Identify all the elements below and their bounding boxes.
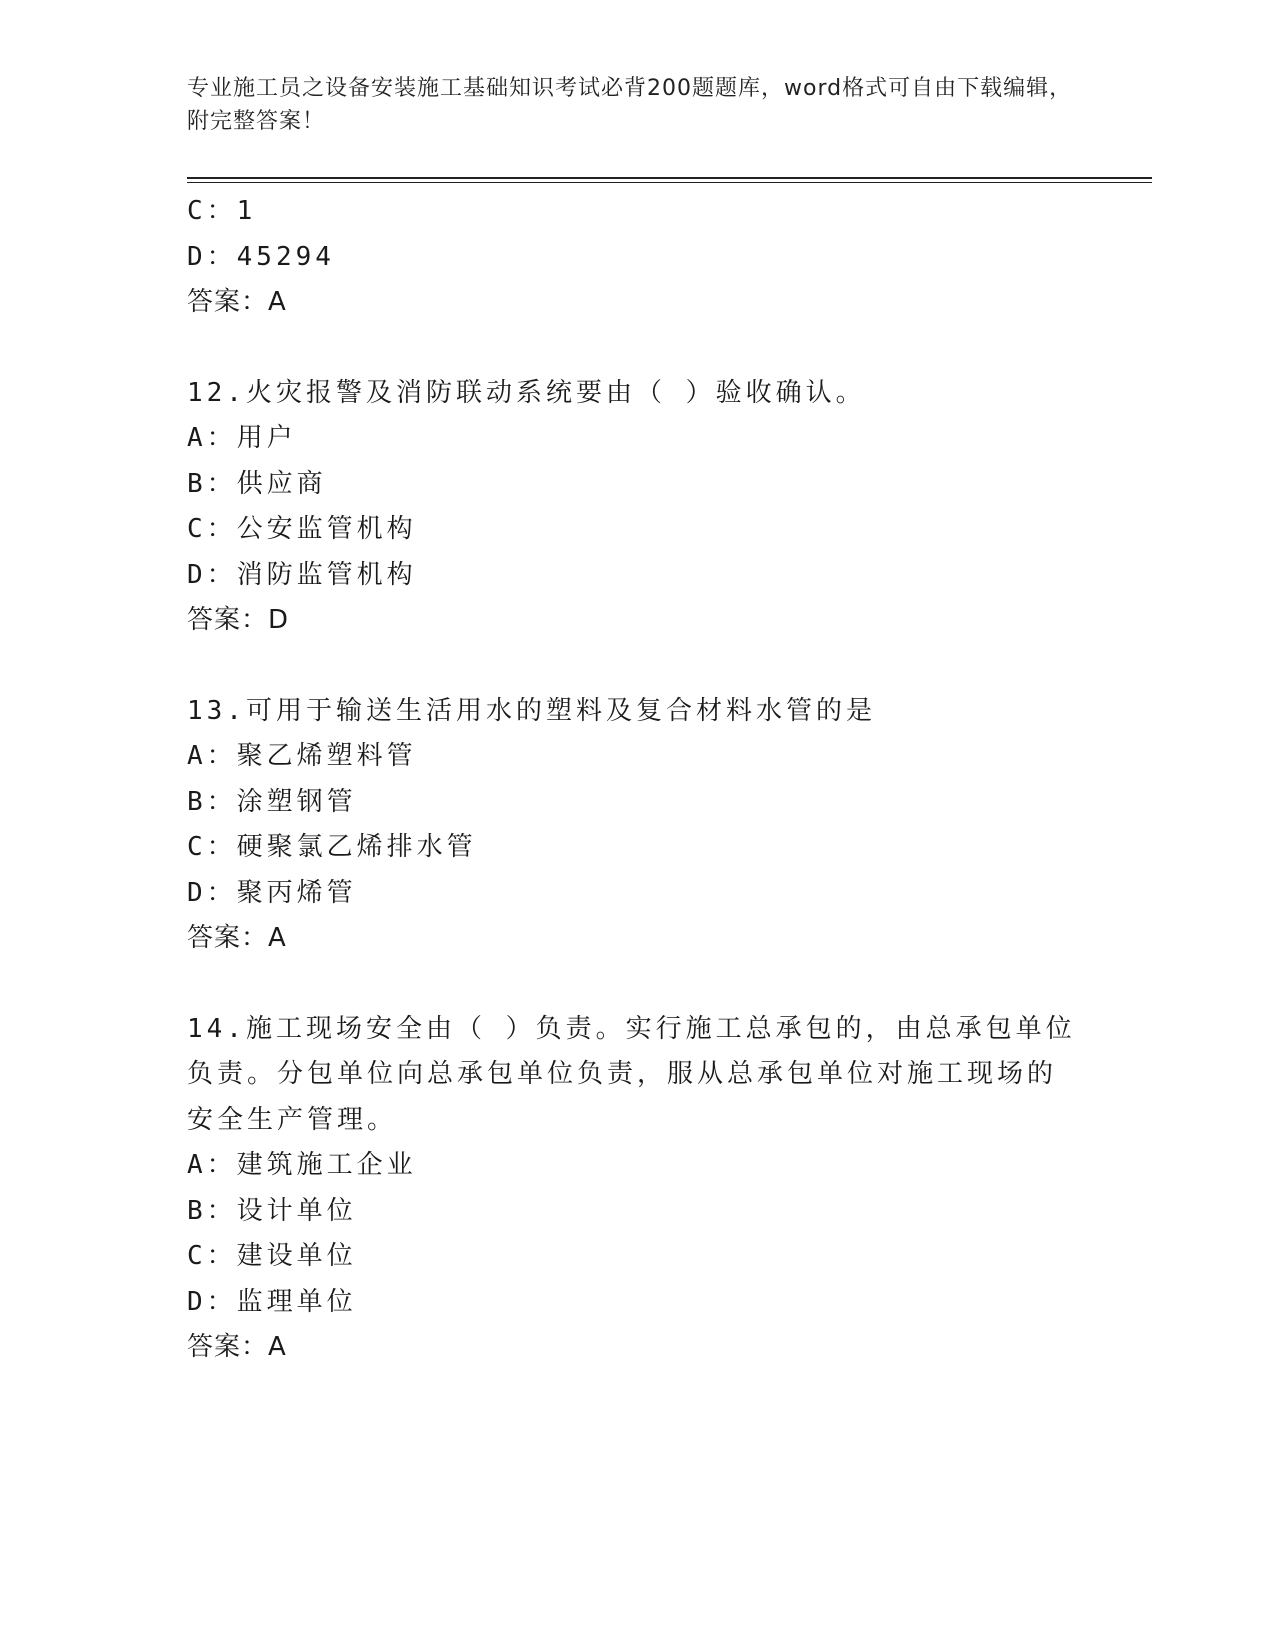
option-text: 设计单位 — [236, 1195, 357, 1226]
option-b — [187, 1189, 1077, 1235]
question-list — [187, 189, 1077, 1371]
option-d — [187, 1280, 1077, 1326]
option-a — [187, 416, 1077, 462]
option-label: A： — [187, 741, 237, 771]
question-text: 13.可用于输送生活用水的塑料及复合材料水管的是 — [187, 695, 876, 726]
option-d — [187, 871, 1077, 917]
option-text: 45294 — [236, 241, 335, 272]
option-label: A： — [187, 423, 237, 453]
option-text: 1 — [236, 196, 257, 226]
option-label: C： — [187, 1241, 237, 1271]
option-label: C： — [187, 196, 237, 226]
option-text: 聚丙烯管 — [236, 877, 357, 908]
option-label: B： — [187, 1195, 237, 1226]
document-header — [187, 72, 1077, 138]
option-label: D： — [187, 241, 237, 272]
option-label: B： — [187, 468, 237, 499]
option-text: 硬聚氯乙烯排水管 — [236, 832, 477, 862]
option-text: 公安监管机构 — [236, 514, 417, 544]
answer-line: 答案：D — [187, 605, 290, 635]
option-text: 监理单位 — [236, 1286, 357, 1317]
option-text: 建筑施工企业 — [236, 1150, 417, 1180]
option-c — [187, 189, 1077, 235]
question-14 — [187, 1007, 1077, 1371]
answer-line: 答案：A — [187, 287, 287, 317]
spacer — [187, 644, 1077, 689]
question-text: 12.火灾报警及消防联动系统要由（ ）验收确认。 — [187, 377, 866, 408]
question-13 — [187, 689, 1077, 962]
option-b — [187, 780, 1077, 826]
option-text: 供应商 — [236, 468, 327, 499]
header-divider-thick — [187, 177, 1152, 179]
option-text: 聚乙烯塑料管 — [236, 741, 417, 771]
question-12 — [187, 371, 1077, 644]
header-divider-thin — [187, 182, 1152, 183]
option-label: C： — [187, 832, 237, 862]
previous-question-tail — [187, 189, 1077, 326]
option-c — [187, 507, 1077, 553]
option-a — [187, 734, 1077, 780]
option-text: 消防监管机构 — [236, 559, 417, 590]
option-d — [187, 235, 1077, 281]
option-b — [187, 462, 1077, 508]
option-label: C： — [187, 514, 237, 544]
option-d — [187, 553, 1077, 599]
option-text: 用户 — [236, 423, 297, 453]
document-title: 专业施工员之设备安装施工基础知识考试必背200题题库，word格式可自由下载编辑，附完整答案！ — [187, 76, 1073, 134]
spacer — [187, 962, 1077, 1007]
option-c — [187, 1234, 1077, 1280]
option-label: B： — [187, 786, 237, 817]
answer-line: 答案：A — [187, 923, 287, 953]
answer-line: 答案：A — [187, 1332, 287, 1362]
option-label: A： — [187, 1150, 237, 1180]
option-text: 涂塑钢管 — [236, 786, 357, 817]
option-c — [187, 825, 1077, 871]
option-label: D： — [187, 559, 237, 590]
question-text: 14.施工现场安全由（ ）负责。实行施工总承包的，由总承包单位负责。分包单位向总承包单位负责，服从总承包单位对施工现场的安全生产管理。 — [187, 1013, 1076, 1135]
option-text: 建设单位 — [236, 1241, 357, 1271]
option-label: D： — [187, 877, 237, 908]
spacer — [187, 326, 1077, 371]
option-label: D： — [187, 1286, 237, 1317]
option-a — [187, 1143, 1077, 1189]
